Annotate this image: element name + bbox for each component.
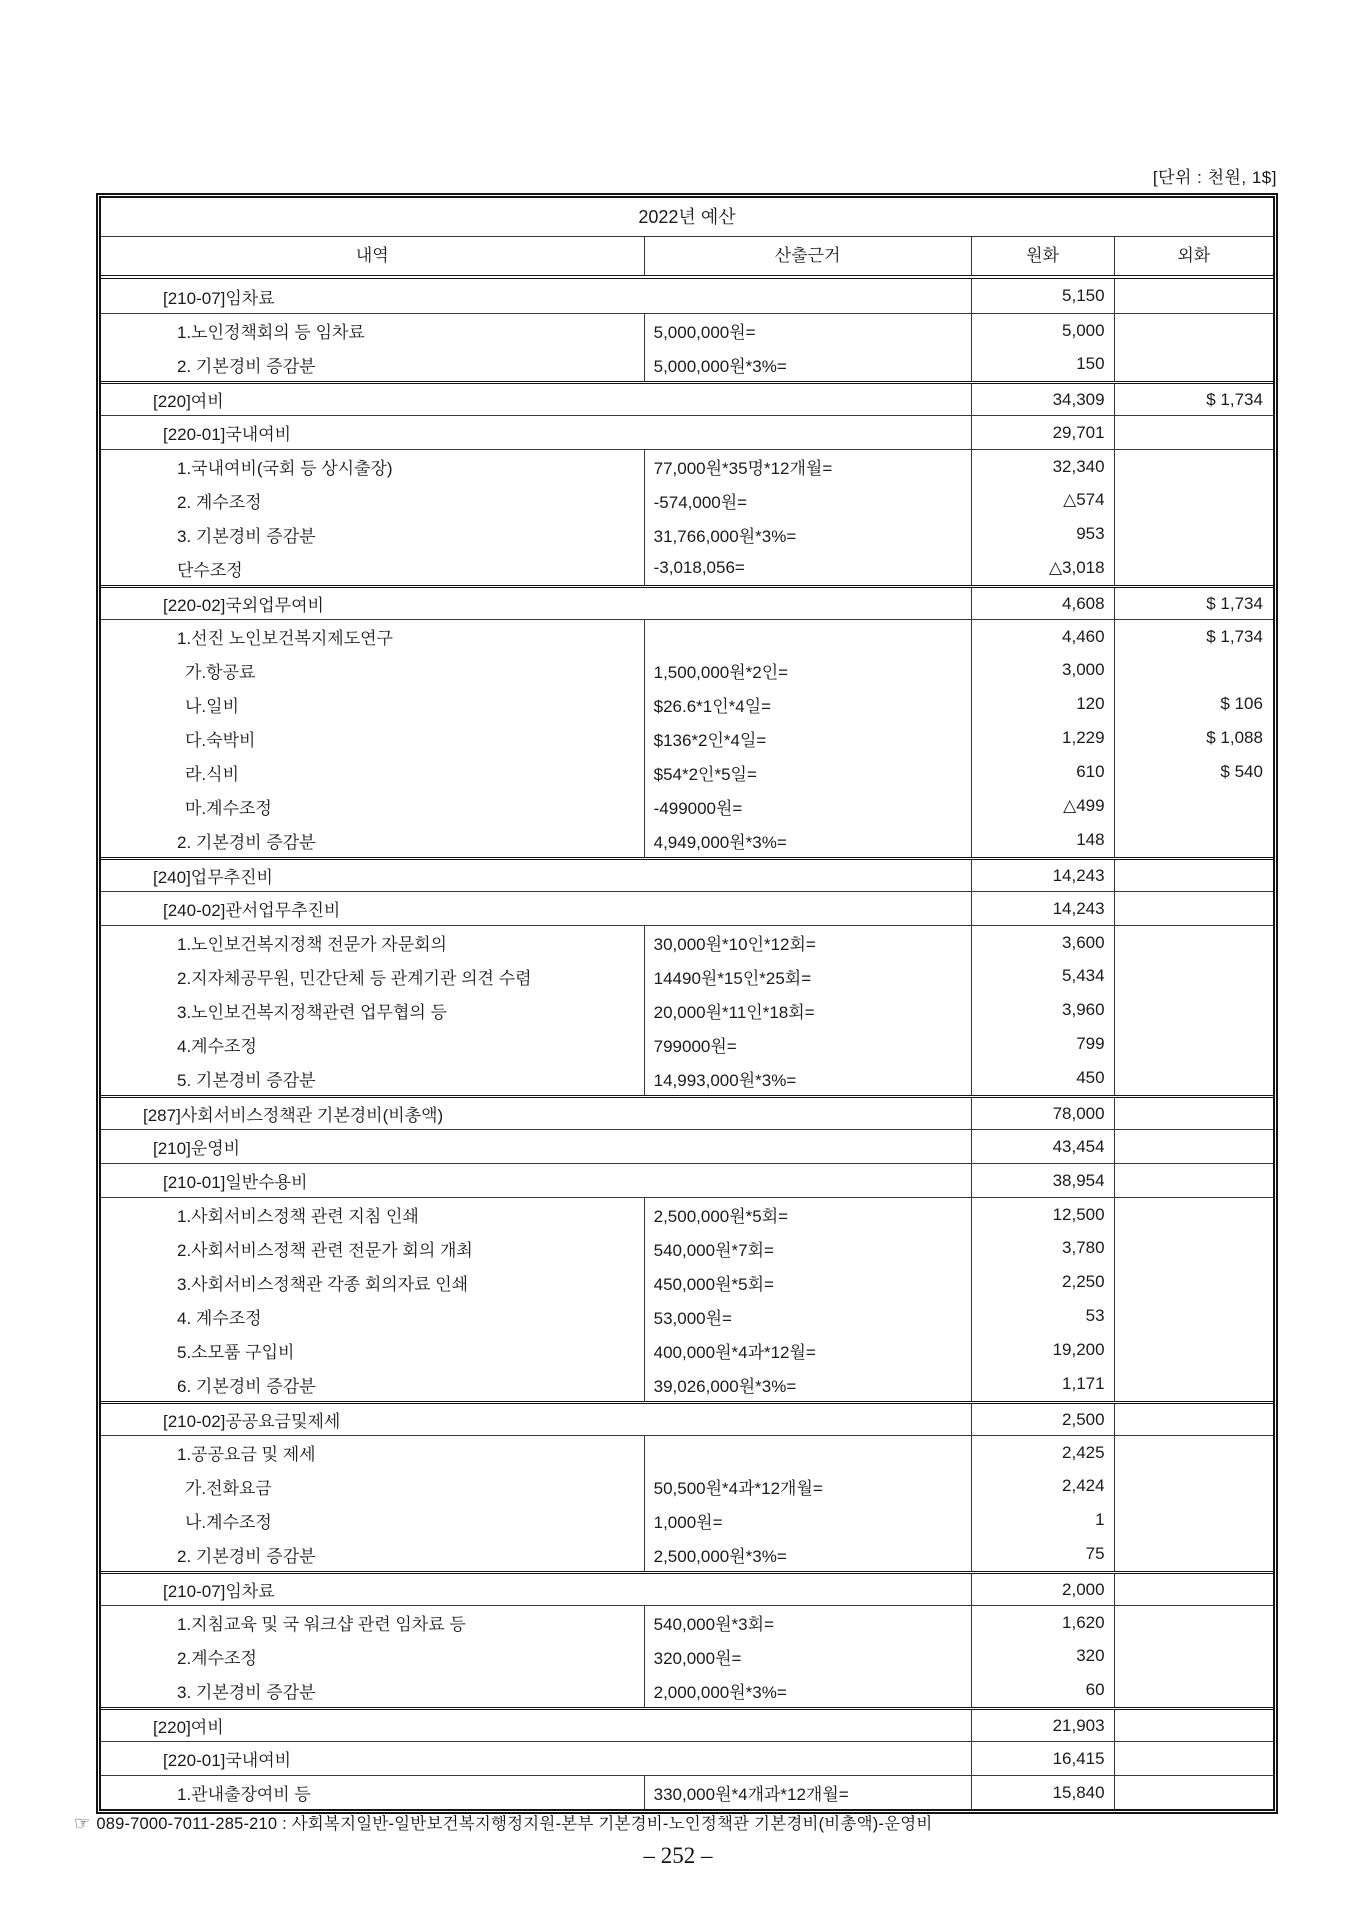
row-label: [220]여비 [153, 1718, 224, 1737]
pointing-hand-icon: ☞ [74, 1813, 91, 1833]
row-calculation-basis: 14,993,000원*3%= [644, 1061, 971, 1095]
row-label: 2. 계수조정 [177, 492, 262, 512]
row-krw-amount: 320 [971, 1639, 1114, 1673]
table-row [101, 1775, 1273, 1809]
row-foreign-amount [1114, 959, 1273, 993]
row-krw-amount: 1,229 [971, 721, 1114, 755]
row-calculation-basis: 77,000원*35명*12개월= [644, 450, 971, 483]
row-foreign-amount [1114, 1537, 1273, 1571]
table-row [101, 347, 1273, 381]
row-calculation-basis: -499000원= [644, 789, 971, 823]
row-label: 2. 기본경비 증감분 [177, 1546, 316, 1566]
row-label: 1.노인보건복지정책 전문가 자문회의 [177, 935, 447, 954]
row-label: 1.공공요금 및 제세 [177, 1445, 316, 1464]
row-calculation-basis: 330,000원*4개과*12개월= [644, 1776, 971, 1809]
row-calculation-basis: 450,000원*5회= [644, 1265, 971, 1299]
row-calculation-basis: 30,000원*10인*12회= [644, 926, 971, 959]
row-krw-amount: 2,000 [971, 1574, 1114, 1605]
table-row [101, 1265, 1273, 1299]
row-foreign-amount [1114, 1098, 1273, 1129]
row-foreign-amount [1114, 1164, 1273, 1197]
row-krw-amount: 3,960 [971, 993, 1114, 1027]
row-foreign-amount: $ 106 [1114, 687, 1273, 721]
table-row [101, 1367, 1273, 1401]
row-krw-amount: 3,780 [971, 1231, 1114, 1265]
row-label: [220-01]국내여비 [163, 1751, 292, 1770]
row-krw-amount: 1,171 [971, 1367, 1114, 1401]
table-row [101, 517, 1273, 551]
row-krw-amount: 450 [971, 1061, 1114, 1095]
row-label: 3. 기본경비 증감분 [177, 526, 316, 546]
row-krw-amount: 5,000 [971, 314, 1114, 347]
row-krw-amount: 34,309 [971, 384, 1114, 415]
row-label: 1.선진 노인보건복지제도연구 [177, 629, 393, 648]
table-row [101, 1537, 1273, 1571]
row-foreign-amount [1114, 314, 1273, 347]
row-label: [220-01]국내여비 [163, 425, 292, 444]
table-row [101, 551, 1273, 585]
table-row [101, 1741, 1273, 1775]
table-row [101, 381, 1273, 415]
table-row [101, 1605, 1273, 1639]
row-krw-amount: 2,250 [971, 1265, 1114, 1299]
row-calculation-basis: 2,500,000원*3%= [644, 1537, 971, 1571]
table-row [101, 993, 1273, 1027]
row-label: 1.국내여비(국회 등 상시출장) [177, 459, 393, 478]
row-krw-amount: 1 [971, 1503, 1114, 1537]
row-calculation-basis: -3,018,056= [644, 551, 971, 585]
row-label: 2.계수조정 [177, 1648, 257, 1668]
row-label: 가.전화요금 [185, 1478, 272, 1498]
table-row [101, 1231, 1273, 1265]
table-row [101, 1027, 1273, 1061]
row-calculation-basis: 1,500,000원*2인= [644, 653, 971, 687]
table-title: 2022년 예산 [101, 198, 1273, 237]
table-row [101, 1673, 1273, 1707]
row-foreign-amount [1114, 892, 1273, 925]
row-label: [240-02]관서업무추진비 [163, 901, 341, 920]
row-label: 마.계수조정 [185, 798, 272, 818]
table-row [101, 721, 1273, 755]
row-calculation-basis: 1,000원= [644, 1503, 971, 1537]
row-label: 다.숙박비 [185, 730, 256, 750]
row-foreign-amount [1114, 926, 1273, 959]
row-label: [240]업무추진비 [153, 868, 273, 887]
unit-label: [단위 : 천원, 1$] [1152, 168, 1277, 187]
row-label: 5.소모품 구입비 [177, 1342, 295, 1362]
row-foreign-amount [1114, 823, 1273, 857]
column-header-foreign: 외화 [1114, 237, 1273, 275]
row-krw-amount: △3,018 [971, 551, 1114, 585]
table-row [101, 687, 1273, 721]
row-foreign-amount [1114, 347, 1273, 381]
row-foreign-amount: $ 1,088 [1114, 721, 1273, 755]
table-row [101, 619, 1273, 653]
row-krw-amount: 3,600 [971, 926, 1114, 959]
row-label: [210-07]임차료 [163, 1582, 275, 1601]
row-calculation-basis: $26.6*1인*4일= [644, 687, 971, 721]
table-row [101, 585, 1273, 619]
row-calculation-basis: $54*2인*5일= [644, 755, 971, 789]
row-calculation-basis: 400,000원*4과*12월= [644, 1333, 971, 1367]
row-krw-amount: 2,424 [971, 1469, 1114, 1503]
row-label: 2. 기본경비 증감분 [177, 356, 316, 376]
row-krw-amount: 2,425 [971, 1436, 1114, 1469]
row-label: 3. 기본경비 증감분 [177, 1682, 316, 1702]
row-label: 2.지자체공무원, 민간단체 등 관계기관 의견 수렴 [177, 968, 532, 988]
row-foreign-amount [1114, 1231, 1273, 1265]
row-foreign-amount [1114, 1130, 1273, 1163]
row-krw-amount: 5,150 [971, 279, 1114, 313]
row-label: 5. 기본경비 증감분 [177, 1070, 316, 1090]
row-foreign-amount [1114, 483, 1273, 517]
row-label: [210-01]일반수용비 [163, 1173, 308, 1192]
row-krw-amount: 14,243 [971, 892, 1114, 925]
row-label: 4.계수조정 [177, 1036, 257, 1056]
row-foreign-amount [1114, 1198, 1273, 1231]
row-calculation-basis: 14490원*15인*25회= [644, 959, 971, 993]
row-krw-amount: 120 [971, 687, 1114, 721]
row-label: 1.관내출장여비 등 [177, 1785, 311, 1804]
row-label: 2. 기본경비 증감분 [177, 832, 316, 852]
table-row [101, 1469, 1273, 1503]
row-krw-amount: 16,415 [971, 1742, 1114, 1775]
row-calculation-basis: 540,000원*3회= [644, 1606, 971, 1639]
row-calculation-basis: 2,500,000원*5회= [644, 1198, 971, 1231]
row-krw-amount: 3,000 [971, 653, 1114, 687]
table-row [101, 1299, 1273, 1333]
table-row [101, 1639, 1273, 1673]
row-label: 1.사회서비스정책 관련 지침 인쇄 [177, 1207, 419, 1226]
table-row [101, 1129, 1273, 1163]
table-row [101, 449, 1273, 483]
row-calculation-basis: -574,000원= [644, 483, 971, 517]
column-header-krw: 원화 [971, 237, 1114, 275]
row-krw-amount: 14,243 [971, 860, 1114, 891]
row-krw-amount: 5,434 [971, 959, 1114, 993]
row-calculation-basis: 2,000,000원*3%= [644, 1673, 971, 1707]
row-label: 6. 기본경비 증감분 [177, 1376, 316, 1396]
row-foreign-amount [1114, 1333, 1273, 1367]
row-foreign-amount [1114, 1265, 1273, 1299]
row-foreign-amount [1114, 1367, 1273, 1401]
row-label: 4. 계수조정 [177, 1308, 262, 1328]
row-calculation-basis: 4,949,000원*3%= [644, 823, 971, 857]
row-label: 가.항공료 [185, 662, 256, 682]
row-krw-amount: △499 [971, 789, 1114, 823]
row-label: 나.계수조정 [185, 1512, 272, 1532]
row-krw-amount: 75 [971, 1537, 1114, 1571]
table-row [101, 1503, 1273, 1537]
row-calculation-basis: 53,000원= [644, 1299, 971, 1333]
row-foreign-amount: $ 1,734 [1114, 588, 1273, 619]
budget-table [96, 193, 1278, 1814]
row-krw-amount: 4,460 [971, 620, 1114, 653]
row-foreign-amount [1114, 1673, 1273, 1707]
table-row [101, 1197, 1273, 1231]
table-row [101, 415, 1273, 449]
row-label: 라.식비 [185, 764, 239, 784]
row-krw-amount: 78,000 [971, 1098, 1114, 1129]
row-foreign-amount [1114, 1639, 1273, 1673]
row-krw-amount: 60 [971, 1673, 1114, 1707]
table-row [101, 1435, 1273, 1469]
row-label: [220]여비 [153, 392, 224, 411]
row-foreign-amount [1114, 789, 1273, 823]
row-krw-amount: 150 [971, 347, 1114, 381]
row-foreign-amount [1114, 1469, 1273, 1503]
row-foreign-amount [1114, 653, 1273, 687]
table-row [101, 483, 1273, 517]
row-foreign-amount: $ 1,734 [1114, 384, 1273, 415]
row-foreign-amount [1114, 1574, 1273, 1605]
row-krw-amount: 29,701 [971, 416, 1114, 449]
row-foreign-amount [1114, 860, 1273, 891]
row-krw-amount: 12,500 [971, 1198, 1114, 1231]
row-calculation-basis: 5,000,000원= [644, 314, 971, 347]
row-foreign-amount [1114, 1299, 1273, 1333]
row-calculation-basis [644, 620, 971, 653]
row-calculation-basis: 31,766,000원*3%= [644, 517, 971, 551]
row-calculation-basis [644, 1436, 971, 1469]
row-krw-amount: 1,620 [971, 1606, 1114, 1639]
row-krw-amount: 43,454 [971, 1130, 1114, 1163]
table-row [101, 1061, 1273, 1095]
row-krw-amount: 21,903 [971, 1710, 1114, 1741]
row-label: 3.사회서비스정책관 각종 회의자료 인쇄 [177, 1274, 469, 1294]
row-foreign-amount [1114, 1776, 1273, 1809]
row-krw-amount: 148 [971, 823, 1114, 857]
row-calculation-basis: 5,000,000원*3%= [644, 347, 971, 381]
row-krw-amount: 799 [971, 1027, 1114, 1061]
row-foreign-amount [1114, 1436, 1273, 1469]
table-row [101, 823, 1273, 857]
row-foreign-amount [1114, 279, 1273, 313]
row-label: 2.사회서비스정책 관련 전문가 회의 개최 [177, 1240, 473, 1260]
table-row [101, 891, 1273, 925]
row-foreign-amount [1114, 416, 1273, 449]
row-calculation-basis: 39,026,000원*3%= [644, 1367, 971, 1401]
row-calculation-basis: 540,000원*7회= [644, 1231, 971, 1265]
row-krw-amount: 15,840 [971, 1776, 1114, 1809]
column-header-item: 내역 [355, 246, 389, 265]
row-krw-amount: 2,500 [971, 1404, 1114, 1435]
footnote [74, 1810, 933, 1834]
table-row [101, 313, 1273, 347]
table-row [101, 1163, 1273, 1197]
row-label: 단수조정 [177, 560, 243, 580]
row-foreign-amount: $ 540 [1114, 755, 1273, 789]
row-foreign-amount [1114, 1061, 1273, 1095]
row-krw-amount: 32,340 [971, 450, 1114, 483]
row-foreign-amount [1114, 1503, 1273, 1537]
row-foreign-amount [1114, 551, 1273, 585]
row-label: 3.노인보건복지정책관련 업무협의 등 [177, 1002, 447, 1022]
table-row [101, 1095, 1273, 1129]
row-label: [287]사회서비스정책관 기본경비(비총액) [143, 1106, 444, 1125]
row-foreign-amount: $ 1,734 [1114, 620, 1273, 653]
row-krw-amount: 38,954 [971, 1164, 1114, 1197]
table-row [101, 755, 1273, 789]
row-label: [210-02]공공요금및제세 [163, 1412, 341, 1431]
row-krw-amount: 4,608 [971, 588, 1114, 619]
row-calculation-basis: 50,500원*4과*12개월= [644, 1469, 971, 1503]
row-foreign-amount [1114, 1710, 1273, 1741]
row-calculation-basis: $136*2인*4일= [644, 721, 971, 755]
table-row [101, 925, 1273, 959]
row-label: 나.일비 [185, 696, 239, 716]
table-row [101, 653, 1273, 687]
table-row [101, 1707, 1273, 1741]
row-foreign-amount [1114, 1606, 1273, 1639]
row-calculation-basis: 320,000원= [644, 1639, 971, 1673]
row-foreign-amount [1114, 1027, 1273, 1061]
column-header-basis: 산출근거 [644, 237, 971, 275]
table-row [101, 1333, 1273, 1367]
table-row [101, 1401, 1273, 1435]
row-foreign-amount [1114, 1404, 1273, 1435]
row-krw-amount: 953 [971, 517, 1114, 551]
row-calculation-basis: 799000원= [644, 1027, 971, 1061]
row-krw-amount: 19,200 [971, 1333, 1114, 1367]
row-foreign-amount [1114, 993, 1273, 1027]
row-krw-amount: 53 [971, 1299, 1114, 1333]
row-label: 1.노인정책회의 등 임차료 [177, 323, 365, 342]
row-foreign-amount [1114, 1742, 1273, 1775]
footnote-text: 089-7000-7011-285-210 : 사회복지일반-일반보건복지행정지원-본부 기본경비-노인정책관 기본경비(비총액)-운영비 [96, 1815, 933, 1833]
table-row [101, 1571, 1273, 1605]
row-label: [220-02]국외업무여비 [163, 596, 324, 615]
row-krw-amount: △574 [971, 483, 1114, 517]
table-header [101, 237, 1273, 279]
row-calculation-basis: 20,000원*11인*18회= [644, 993, 971, 1027]
row-label: [210]운영비 [153, 1139, 241, 1158]
row-foreign-amount [1114, 450, 1273, 483]
table-row [101, 789, 1273, 823]
table-row [101, 857, 1273, 891]
row-foreign-amount [1114, 517, 1273, 551]
row-krw-amount: 610 [971, 755, 1114, 789]
table-row [101, 279, 1273, 313]
table-body [101, 279, 1273, 1809]
table-row [101, 959, 1273, 993]
page-number: – 252 – [643, 1843, 713, 1868]
row-label: [210-07]임차료 [163, 288, 275, 308]
row-label: 1.지침교육 및 국 워크샵 관련 임차료 등 [177, 1615, 466, 1634]
